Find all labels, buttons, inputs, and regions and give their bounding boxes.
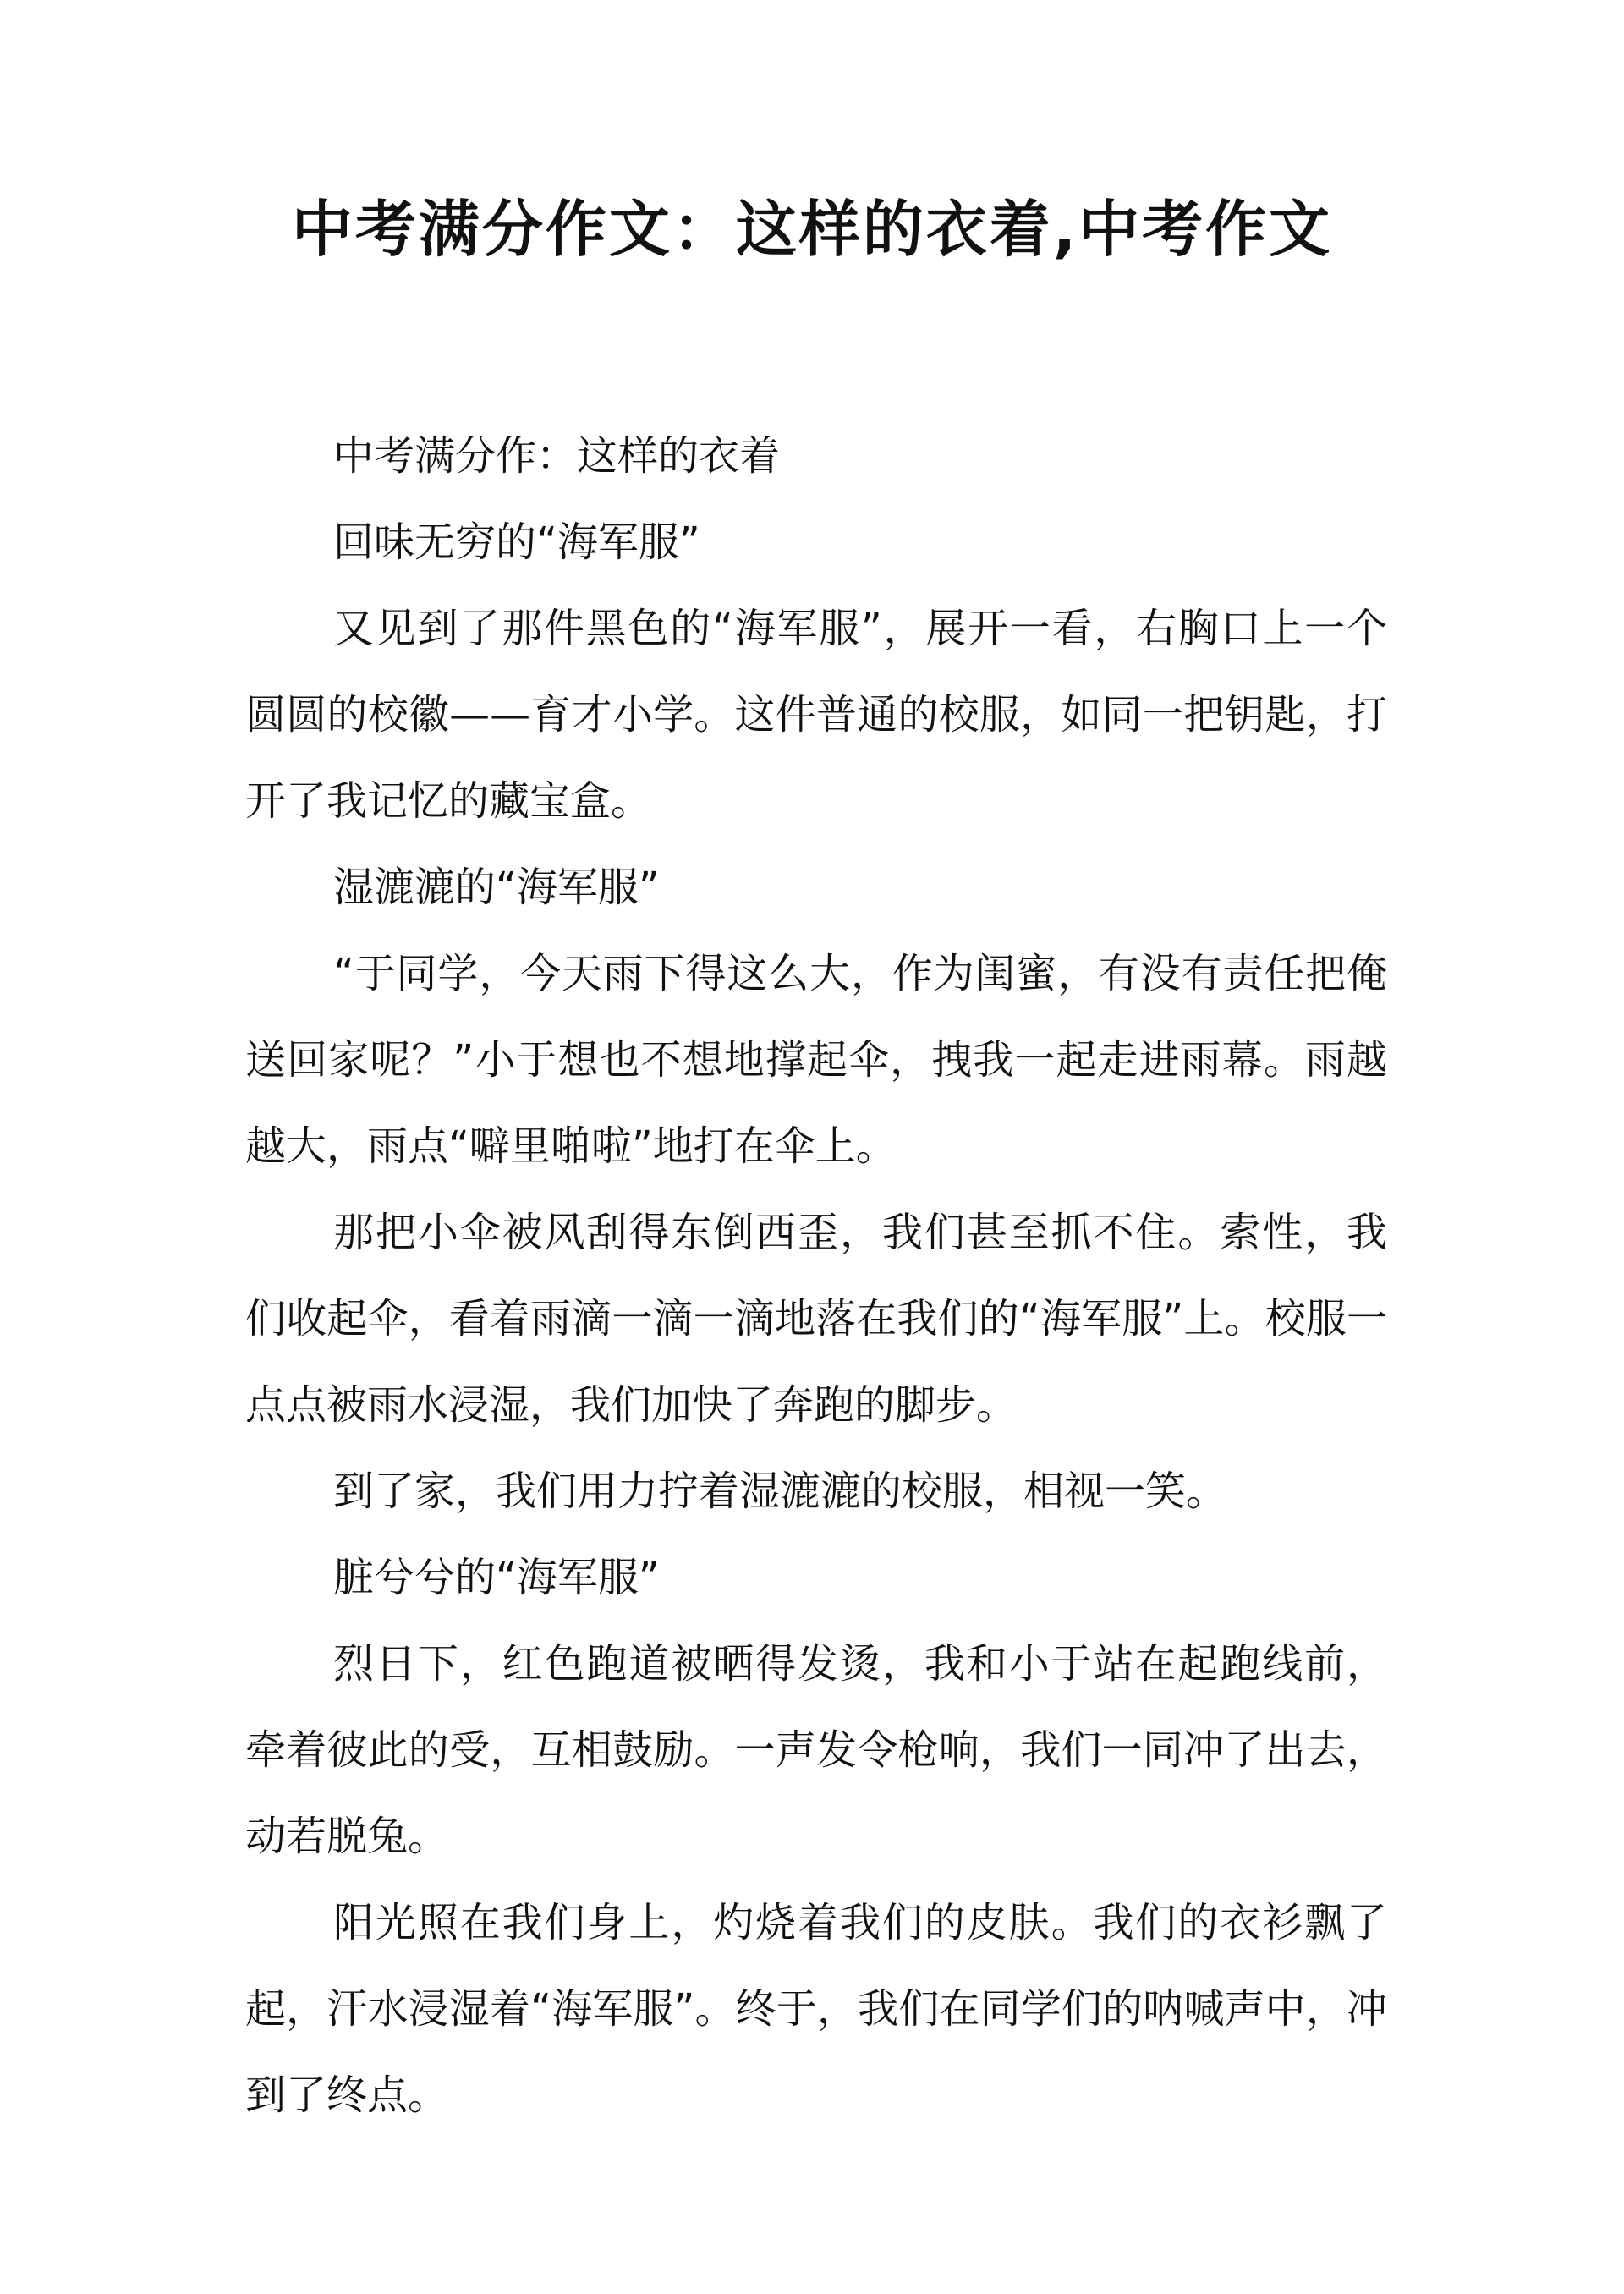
paragraph: 又见到了那件黑色的“海军服”，展开一看，右胸口上一个圆圆的校徽——育才小学。这件普通的校服，如同一把钥匙，打开了我记忆的藏宝盒。 — [245, 605, 1387, 825]
paragraph: “于同学，今天雨下得这么大，作为闺蜜，有没有责任把俺送回家呢？”小于想也不想地撑起伞，拽我一起走进雨幕。雨越越大，雨点“噼里啪啦”地打在伞上。 — [245, 950, 1387, 1170]
paragraph-heading: 脏兮兮的“海军服” — [333, 1554, 660, 1601]
paragraph: 烈日下，红色跑道被晒得发烫，我和小于站在起跑线前，牵着彼此的受，互相鼓励。一声发令枪响，我们一同冲了出去，动若脱兔。 — [245, 1640, 1387, 1860]
paragraph: 阳光照在我们身上，灼烧着我们的皮肤。我们的衣衫飘了起，汗水浸湿着“海军服”。终于，我们在同学们的呐喊声中，冲到了终点。 — [245, 1899, 1387, 2119]
paragraph-heading: 湿漉漉的“海军服” — [333, 864, 660, 911]
paragraph: 那把小伞被风刮得东倒西歪，我们甚至抓不住。索性，我们收起伞，看着雨滴一滴一滴地落在我们的“海军服”上。校服一点点被雨水浸湿，我们加快了奔跑的脚步。 — [245, 1209, 1387, 1429]
paragraph-heading: 回味无穷的“海军服” — [333, 519, 700, 566]
document-title: 中考满分作文：这样的衣着,中考作文 — [291, 194, 1333, 265]
document-body — [245, 413, 1387, 2138]
paragraph-subtitle: 中考满分作：这样的衣着 — [333, 432, 781, 480]
paragraph: 到了家，我们用力拧着湿漉漉的校服，相视一笑。 — [333, 1468, 1227, 1515]
